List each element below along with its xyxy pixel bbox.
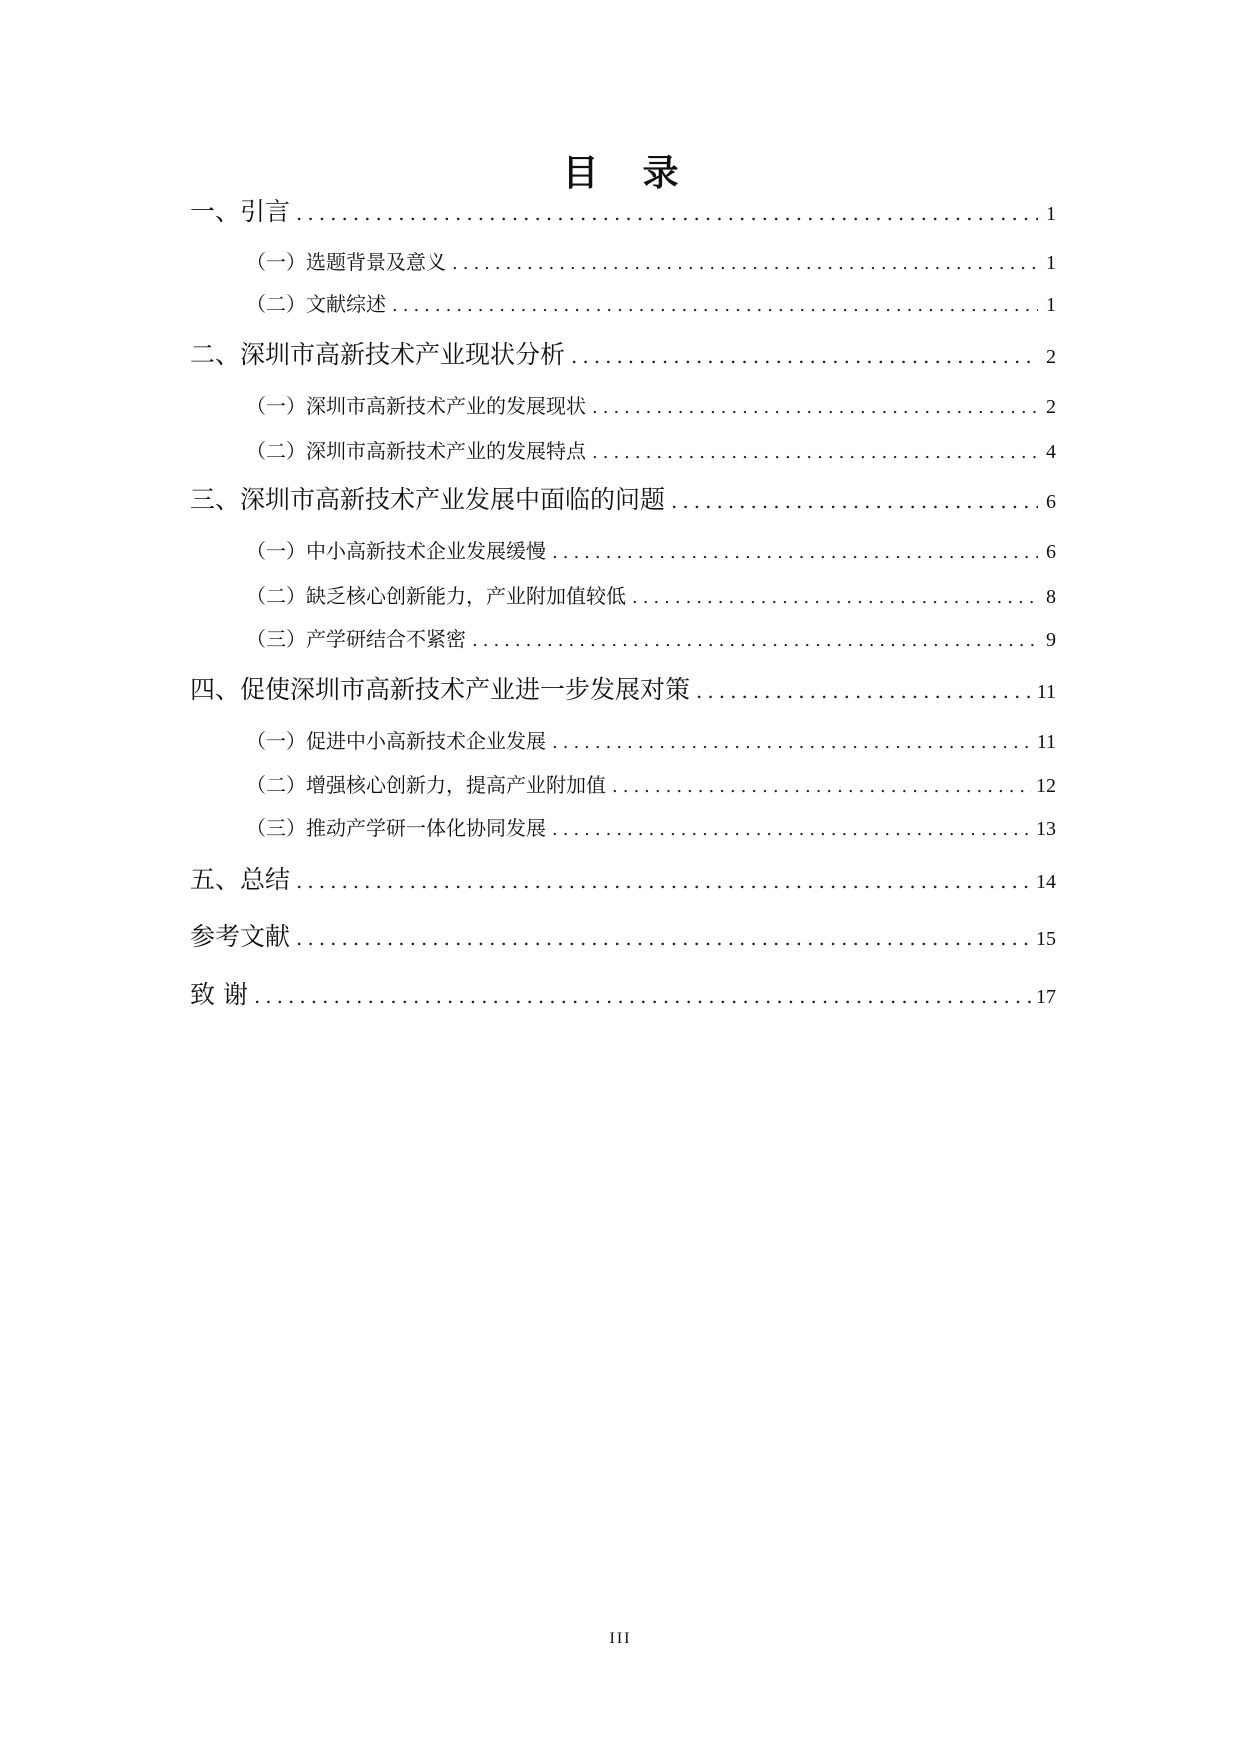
toc-entry[interactable] (190, 726, 1056, 756)
toc-leader-dots (552, 728, 1033, 758)
toc-page-number: 12 (1036, 775, 1056, 797)
toc-entry-text: （二）深圳市高新技术产业的发展特点 (246, 439, 586, 463)
toc-page-number: 15 (1036, 928, 1056, 950)
toc-leader-dots (296, 863, 1032, 899)
toc-entry[interactable] (190, 391, 1056, 421)
toc-entry-text: 四、促使深圳市高新技术产业进一步发展对策 (190, 675, 691, 704)
toc-entry[interactable] (190, 770, 1056, 800)
toc-leader-dots (452, 249, 1038, 279)
toc-entry-text: 致 谢 (190, 980, 248, 1009)
toc-page-number: 11 (1036, 731, 1056, 753)
toc-page-number: 6 (1046, 491, 1056, 513)
toc-entry[interactable] (190, 482, 1056, 518)
toc-entry[interactable] (190, 977, 1056, 1013)
toc-entry-text: （二）增强核心创新力，提高产业附加值 (246, 773, 606, 797)
toc-page-number: 9 (1046, 629, 1056, 651)
toc-entry-text: 二、深圳市高新技术产业现状分析 (190, 340, 566, 369)
toc-leader-dots (612, 772, 1032, 802)
toc-page-number: 6 (1046, 541, 1056, 563)
toc-entry[interactable] (190, 536, 1056, 566)
toc-page-number: 11 (1036, 681, 1056, 703)
toc-page-number: 2 (1046, 396, 1056, 418)
toc-entry-text: 三、深圳市高新技术产业发展中面临的问题 (190, 485, 666, 514)
toc-leader-dots (296, 920, 1032, 956)
toc-leader-dots (472, 626, 1038, 656)
page-number-footer: III (609, 1630, 632, 1647)
toc-entry[interactable] (190, 247, 1056, 277)
toc-entry[interactable] (190, 813, 1056, 843)
toc-page-number: 13 (1036, 818, 1056, 840)
toc-leader-dots (592, 393, 1038, 423)
toc-page-number: 17 (1036, 986, 1056, 1008)
toc-entry-text: （三）推动产学研一体化协同发展 (246, 816, 546, 840)
toc-entry-text: 五、总结 (190, 865, 291, 894)
toc-page-number: 1 (1046, 294, 1056, 316)
toc-entry[interactable] (190, 919, 1056, 955)
toc-entry[interactable] (190, 672, 1056, 708)
toc-entry-text: （二）文献综述 (246, 292, 386, 316)
toc-page-number: 2 (1046, 346, 1056, 368)
toc-entry-text: （一）选题背景及意义 (246, 250, 446, 274)
toc-entry[interactable] (190, 436, 1056, 466)
toc-leader-dots (571, 338, 1038, 374)
toc-entry-text: 一、引言 (190, 197, 291, 226)
toc-entry-text: （一）中小高新技术企业发展缓慢 (246, 539, 546, 563)
toc-page-number: 1 (1046, 203, 1056, 225)
toc-entry[interactable] (190, 289, 1056, 319)
toc-entry-text: （三）产学研结合不紧密 (246, 627, 466, 651)
toc-entry-text: （一）促进中小高新技术企业发展 (246, 729, 546, 753)
toc-page-number: 1 (1046, 252, 1056, 274)
toc-leader-dots (671, 483, 1038, 519)
toc-leader-dots (392, 291, 1038, 321)
toc-leader-dots (552, 815, 1032, 845)
toc-entry[interactable] (190, 337, 1056, 373)
toc-entry[interactable] (190, 581, 1056, 611)
toc-page-number: 4 (1046, 441, 1056, 463)
toc-leader-dots (296, 195, 1038, 231)
toc-entry-text: （一）深圳市高新技术产业的发展现状 (246, 394, 586, 418)
toc-leader-dots (254, 978, 1032, 1014)
toc-entry[interactable] (190, 862, 1056, 898)
toc-entry-text: 参考文献 (190, 922, 291, 951)
toc-entry[interactable] (190, 624, 1056, 654)
toc-leader-dots (592, 438, 1038, 468)
toc-entry-text: （二）缺乏核心创新能力，产业附加值较低 (246, 584, 626, 608)
page-title: 目录 (562, 153, 723, 194)
toc-page-number: 14 (1036, 871, 1056, 893)
toc-leader-dots (552, 538, 1038, 568)
toc-entry[interactable] (190, 194, 1056, 230)
toc-leader-dots (696, 673, 1033, 709)
toc-page-number: 8 (1046, 586, 1056, 608)
toc-leader-dots (632, 583, 1038, 613)
